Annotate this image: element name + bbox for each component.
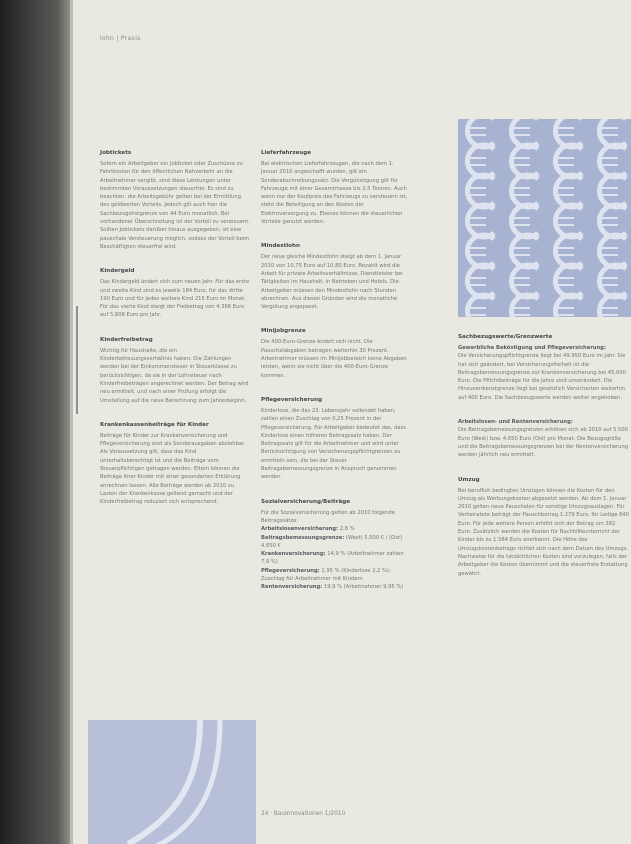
section-body: Für die Sozialversicherung gelten ab 2010 folgende Beitragssätze: [261,509,395,524]
section-body: Das Kindergeld ändert sich zum neuen Jahr. Für das erste und zweite Kind sind es jeweils 184 Euro, für das dritte 190 Euro und für jedes weitere Kind 215 Euro im Monat. Für das vierte Kind steigt der Freibetrag von 4.368 Euro auf 5.808 Euro pro Jahr. [100,279,250,319]
article-block [458,476,630,578]
rate-label: Krankenversicherung: [261,551,326,558]
section-body: Wichtig für Haushalte, die ein Kinderbetreuungsverhältnis haben: Die Zahlungen werden bei der Einkommensteuer in Steuerklasse zu berücksichtigen, da sie in der Lohnsteuer nach Kinderfreibeträgen angerechnet werden. Der Betrag wird neu ermittelt, und nach einer Prüfung erfolgt die Umstellung auf die neue Berechnung zum Jahresbeginn. [100,347,249,404]
column-middle [261,149,411,608]
section-body: Bei elektrischen Lieferfahrzeugen, die nach dem 1. Januar 2010 angeschafft wurden, gilt ein Sonderabschreibungssatz. Die Vergünstigung gilt für Fahrzeuge mit einer Gesamtmasse bis 3,5 Tonnen. Auch wenn nur der Kaufpreis des Fahrzeugs zu versteuern ist, steht die Beteiligung an den Kosten der Elektroversorgung zu. Ebenso können die steuerlichen Vorteile genutzt werden. [261,161,408,226]
article-block [100,336,250,405]
article-block [261,498,411,592]
decorative-panel-bottom-left [88,720,256,844]
rate-label: Arbeitslosenversicherung: [261,526,339,533]
section-heading: Pflegeversicherung [261,396,323,403]
decorative-panel-top-right [455,0,631,320]
section-heading: Krankenkassenbeiträge für Kinder [100,421,209,428]
section-heading: Minijobgrenze [261,328,306,335]
article-block [458,333,630,402]
section-heading: Umzug [458,476,480,483]
article-block [100,421,250,507]
section-heading: Sozialversicherung/Beiträge [261,498,351,505]
rate-label: Beitragsbemessungsgrenze: [261,534,345,541]
article-block [261,396,411,482]
column-left [100,149,250,523]
euro-curve-graphic [88,720,256,844]
section-body: Die 400-Euro-Grenze ändert sich nicht. Die Pauschalabgaben betragen weiterhin 30 Prozent. Arbeitnehmer müssen im Minijobbereich keine Abgaben leisten, wenn sie nicht über die 400-Euro-Grenze kommen. [261,339,407,379]
page-header: lohn | Praxis [100,35,141,42]
page-footer: 24 · Bauinnovationen 1/2010 [261,811,346,817]
rate-line [261,534,411,551]
rate-value: 19,9 % (Arbeitnehmer 9,95 %) [322,584,404,591]
rate-value: (West) 5.500 € / (Ost) 4.650 € [261,534,403,549]
section-heading: Mindestlohn [261,243,300,250]
article-block [100,149,250,251]
rate-value: 1,95 % (Kinderlose 2,2 %); Zuschlag für Arbeitnehmer mit Kindern [261,567,391,582]
section-heading: Jobtickets [100,150,132,156]
section-subheading: Arbeitslosen- und Rentenversicherung: [458,419,573,426]
rate-label: Rentenversicherung: [261,584,323,591]
euro-pattern-graphic [458,119,631,317]
section-body: Sofern ein Arbeitgeber ein Jobticket oder Zuschüsse zu Fahrtkosten für den öffentlichen Nahverkehr an die Arbeitnehmer vergibt, sind diese Leistungen unter bestimmten Voraussetzungen steuerfrei. Es sind zu beachten: die Arbeitsgebühr gelten bei der Ermittlung des geldwerten Vorteils. Jedoch gilt auch hier die Sachbezugsfreigrenze von 44 Euro monatlich. Bei vorhandener Überschreitung ist der Vorteil zu versteuern. Sollten Jobtickets darüber hinaus ausgegeben, ist eine pauschale Versteuerung möglich, sodass der Vorteil beim Beschäftigten steuerfrei wird. [100,161,250,250]
section-body: Beiträge für Kinder zur Krankenversicherung und Pflegeversicherung sind als Sonderausgaben abziehbar. Als Voraussetzung gilt, dass das Kind unterhaltsberechtigt ist und die Beiträge vom Steuerpflichtigen getragen werden. Eltern können die Beiträge ihrer Kinder mit einer gesonderten Erklärung anrechnen lassen. Alle Beiträge werden ab 2010 zu Lasten der Krankenkasse geltend gemacht und der Kinderfreibetrag reduziert sich entsprechend. [100,432,246,506]
rate-line [261,525,411,533]
scan-background [0,0,72,844]
section-heading: Kindergeld [100,268,135,275]
margin-mark [76,306,78,414]
article-block [261,327,411,379]
rate-line [261,550,411,567]
section-heading: Sachbezugswerte/Grenzwerte [458,334,553,340]
section-body: Der neue gleiche Mindestlohn steigt ab dem 1. Januar 2010 von 10,75 Euro auf 10,80 Euro. Bezahlt wird die Arbeit für private Arbeitsverhältnisse, Dienstleister bei Tätigkeiten im Haushalt, in Betrieben und Hotels. Die Arbeitgeber müssen den Mindestlohn nach Stunden abrechnen. Aus diesen Gründen wird die monatliche Vergütung angepasst. [261,254,403,311]
section-body: Die Versicherungspflichtgrenze liegt bei 49.950 Euro im Jahr. Sie hat sich geändert, bei Versicherungsfreiheit ist die Beitragsbemessungsgrenze zur Krankenversicherung bei 45.000 Euro. Die Pflichtbeiträge für die Jahre sind unverändert. Die Hinzuverdienstgrenze liegt bei gesetzlich Versicherten weiterhin auf 400 Euro. Die Sachbezugswerte werden weiter angehoben. [458,353,626,401]
section-heading: Kinderfreibetrag [100,336,153,343]
section-body: Kinderlose, die das 23. Lebensjahr vollendet haben, zahlen einen Zuschlag von 0,25 Prozent in der Pflegeversicherung. Für Arbeitgeber bedeutet das, dass Kinderlose einen höheren Beitragssatz haben. Der Beitragssatz gilt für die Arbeitnehmer und wird unter Berücksichtigung von Versicherungspflichtgrenzen zu ermitteln sein, die bei der Steuer Beitragsbemessungsgrenze in Anspruch genommen werden. [261,407,406,481]
column-right [458,333,630,594]
section-subheading: Gewerbliche Beköstigung und Pflegeversicherung: [458,345,606,351]
article-block [261,149,411,226]
rate-value: 2,8 % [338,526,355,533]
article-block [261,242,411,311]
rate-line [261,583,411,591]
euro-pattern-panel [458,119,631,317]
section-body: Die Beitragsbemessungsgrenzen erhöhen sich ab 2010 auf 5.500 Euro (West) bzw. 4.650 Euro (Ost) pro Monat. Die Bezugsgröße und die Beitragsbemessungsgrenzen bei der Rentenversicherung werden jährlich neu ermittelt. [458,427,629,459]
rate-label: Pflegeversicherung: [261,567,320,574]
rate-line [261,567,411,584]
rate-value: 14,9 % (Arbeitnehmer zahlen 7,9 %) [261,551,404,566]
section-heading: Lieferfahrzeuge [261,150,312,156]
article-block [458,418,630,459]
section-body: Bei beruflich bedingten Umzügen können die Kosten für den Umzug als Werbungskosten abgesetzt werden. Ab dem 1. Januar 2010 gelten neue Pauschalen für sonstige Umzugsauslagen. Für Verheiratete beträgt der Pauschbetrag 1.279 Euro, für Ledige 640 Euro. Für jede weitere Person erhöht sich der Betrag um 282 Euro. Zusätzlich werden die Kosten für Nachhilfeunterricht der Kinder bis zu 1.584 Euro anerkannt. Die Höhe des Umzugskostenbetrags richtet sich nach dem Datum des Umzugs. Nachweise für die tatsächlichen Kosten sind vorzulegen, falls der Arbeitgeber die Kosten übernimmt und die steuerfreie Erstattung gewährt. [458,487,629,577]
page-edge [70,0,73,844]
article-block [100,267,250,319]
